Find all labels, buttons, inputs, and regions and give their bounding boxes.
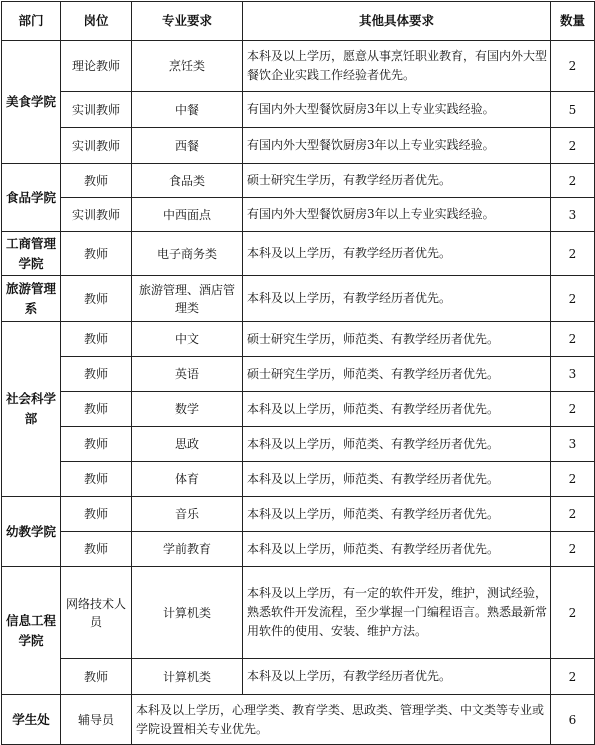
count-cell: 2 <box>551 659 595 695</box>
requirement-cell: 本科及以上学历，心理学类、教育学类、思政类、管理学类、中文类等专业或学院设置相关专业优先。 <box>132 695 551 745</box>
count-cell: 2 <box>551 232 595 276</box>
position-cell: 实训教师 <box>61 198 132 232</box>
header-position: 岗位 <box>61 2 132 41</box>
count-cell: 3 <box>551 198 595 232</box>
major-cell: 计算机类 <box>132 659 243 695</box>
table-row <box>2 497 595 532</box>
position-cell: 教师 <box>61 427 132 462</box>
requirement-cell: 有国内外大型餐饮厨房3年以上专业实践经验。 <box>243 92 551 128</box>
count-cell: 2 <box>551 532 595 567</box>
recruitment-table <box>1 1 595 745</box>
dept-cell: 美食学院 <box>2 41 61 164</box>
requirement-cell: 有国内外大型餐饮厨房3年以上专业实践经验。 <box>243 128 551 164</box>
major-cell: 烹饪类 <box>132 41 243 92</box>
requirement-cell: 本科及以上学历，有教学经历者优先。 <box>243 276 551 322</box>
major-cell: 旅游管理、酒店管理类 <box>132 276 243 322</box>
table-row <box>2 357 595 392</box>
header-row <box>2 2 595 41</box>
count-cell: 2 <box>551 567 595 659</box>
table-row <box>2 128 595 164</box>
count-cell: 3 <box>551 357 595 392</box>
header-count: 数量 <box>551 2 595 41</box>
position-cell: 网络技术人员 <box>61 567 132 659</box>
major-cell: 英语 <box>132 357 243 392</box>
count-cell: 2 <box>551 497 595 532</box>
table-row <box>2 532 595 567</box>
dept-cell: 社会科学部 <box>2 322 61 497</box>
position-cell: 辅导员 <box>61 695 132 745</box>
position-cell: 实训教师 <box>61 128 132 164</box>
requirement-cell: 本科及以上学历，师范类、有教学经历者优先。 <box>243 392 551 427</box>
major-cell: 思政 <box>132 427 243 462</box>
table-row <box>2 41 595 92</box>
major-cell: 计算机类 <box>132 567 243 659</box>
major-cell: 体育 <box>132 462 243 497</box>
count-cell: 3 <box>551 427 595 462</box>
table-row <box>2 567 595 659</box>
table-row <box>2 659 595 695</box>
table-row <box>2 695 595 745</box>
position-cell: 教师 <box>61 462 132 497</box>
table-row <box>2 232 595 276</box>
requirement-cell: 本科及以上学历，师范类、有教学经历者优先。 <box>243 427 551 462</box>
dept-cell: 食品学院 <box>2 164 61 232</box>
major-cell: 电子商务类 <box>132 232 243 276</box>
requirement-cell: 硕士研究生学历，师范类、有教学经历者优先。 <box>243 322 551 357</box>
count-cell: 2 <box>551 164 595 198</box>
major-cell: 学前教育 <box>132 532 243 567</box>
requirement-cell: 本科及以上学历，师范类、有教学经历者优先。 <box>243 462 551 497</box>
table-row <box>2 276 595 322</box>
count-cell: 2 <box>551 276 595 322</box>
table-row <box>2 392 595 427</box>
requirement-cell: 本科及以上学历，师范类、有教学经历者优先。 <box>243 532 551 567</box>
table-row <box>2 462 595 497</box>
dept-cell: 工商管理学院 <box>2 232 61 276</box>
requirement-cell: 本科及以上学历，愿意从事烹饪职业教育，有国内外大型餐饮企业实践工作经验者优先。 <box>243 41 551 92</box>
count-cell: 2 <box>551 322 595 357</box>
table-row <box>2 427 595 462</box>
count-cell: 2 <box>551 462 595 497</box>
count-cell: 2 <box>551 392 595 427</box>
table-row <box>2 92 595 128</box>
major-cell: 数学 <box>132 392 243 427</box>
dept-cell: 旅游管理系 <box>2 276 61 322</box>
requirement-cell: 硕士研究生学历，有教学经历者优先。 <box>243 164 551 198</box>
major-cell: 西餐 <box>132 128 243 164</box>
count-cell: 2 <box>551 128 595 164</box>
count-cell: 2 <box>551 41 595 92</box>
position-cell: 教师 <box>61 322 132 357</box>
requirement-cell: 本科及以上学历，有教学经历者优先。 <box>243 232 551 276</box>
requirement-cell: 本科及以上学历，有一定的软件开发，维护，测试经验，熟悉软件开发流程，至少掌握一门编程语言。熟悉最新常用软件的使用、安装、维护方法。 <box>243 567 551 659</box>
count-cell: 5 <box>551 92 595 128</box>
count-cell: 6 <box>551 695 595 745</box>
dept-cell: 信息工程学院 <box>2 567 61 695</box>
major-cell: 音乐 <box>132 497 243 532</box>
major-cell: 中餐 <box>132 92 243 128</box>
position-cell: 实训教师 <box>61 92 132 128</box>
position-cell: 教师 <box>61 357 132 392</box>
position-cell: 教师 <box>61 497 132 532</box>
position-cell: 教师 <box>61 276 132 322</box>
position-cell: 教师 <box>61 392 132 427</box>
dept-cell: 学生处 <box>2 695 61 745</box>
dept-cell: 幼教学院 <box>2 497 61 567</box>
table-row <box>2 164 595 198</box>
requirement-cell: 硕士研究生学历，师范类、有教学经历者优先。 <box>243 357 551 392</box>
position-cell: 教师 <box>61 164 132 198</box>
requirement-cell: 本科及以上学历，师范类、有教学经历者优先。 <box>243 497 551 532</box>
requirement-cell: 本科及以上学历，有教学经历者优先。 <box>243 659 551 695</box>
header-major: 专业要求 <box>132 2 243 41</box>
header-other: 其他具体要求 <box>243 2 551 41</box>
table-row <box>2 322 595 357</box>
position-cell: 理论教师 <box>61 41 132 92</box>
header-dept: 部门 <box>2 2 61 41</box>
position-cell: 教师 <box>61 659 132 695</box>
table-row <box>2 198 595 232</box>
major-cell: 中西面点 <box>132 198 243 232</box>
position-cell: 教师 <box>61 532 132 567</box>
requirement-cell: 有国内外大型餐饮厨房3年以上专业实践经验。 <box>243 198 551 232</box>
major-cell: 中文 <box>132 322 243 357</box>
position-cell: 教师 <box>61 232 132 276</box>
major-cell: 食品类 <box>132 164 243 198</box>
